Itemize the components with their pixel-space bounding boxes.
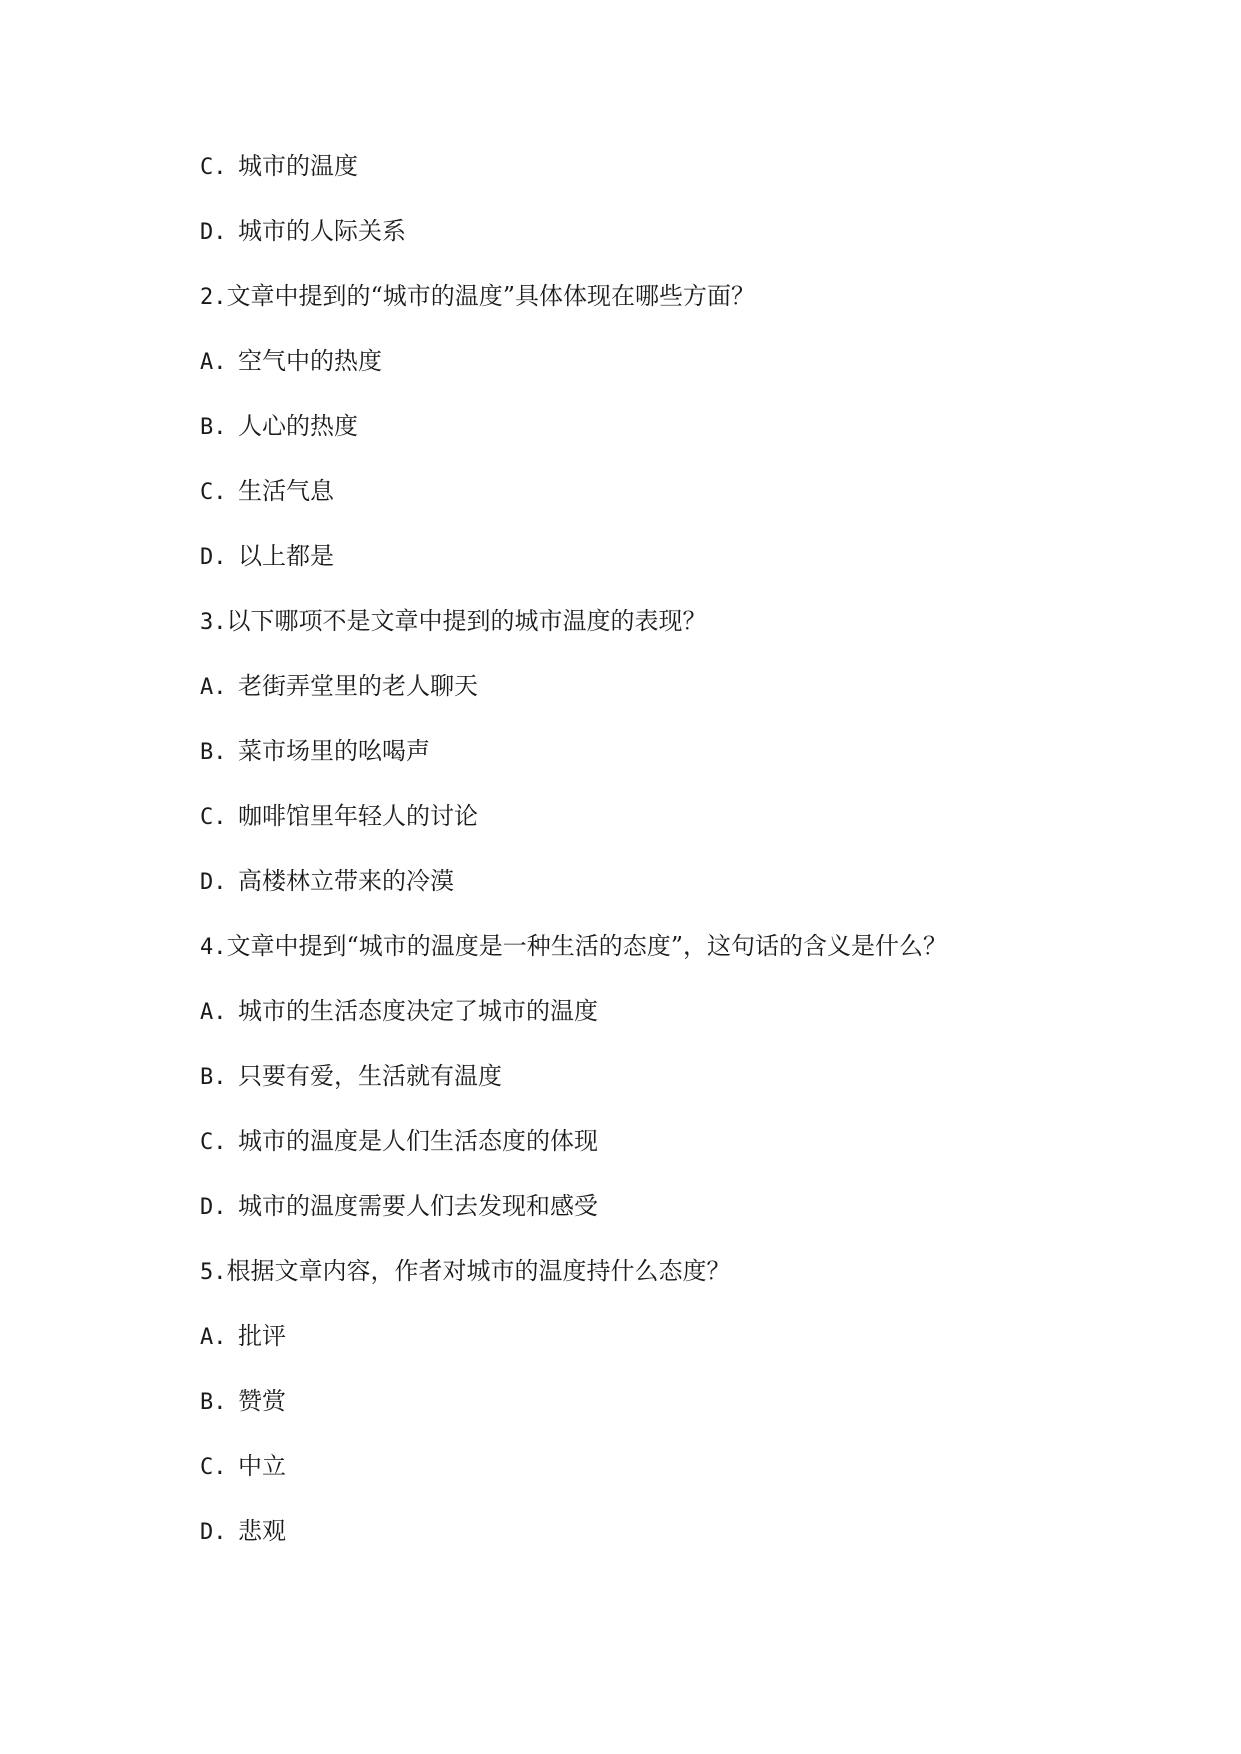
question-text: 根据文章内容，作者对城市的温度持什么态度？ — [226, 1257, 731, 1285]
option-2c — [200, 476, 334, 508]
question-text: 文章中提到的“城市的温度”具体体现在哪些方面？ — [226, 282, 756, 310]
question-3 — [200, 606, 707, 638]
option-5b — [200, 1386, 286, 1418]
option-text: 悲观 — [238, 1517, 286, 1545]
option-letter: C. — [200, 1130, 227, 1155]
question-number: 3. — [200, 610, 227, 635]
option-letter: D. — [200, 870, 227, 895]
option-5a — [200, 1321, 286, 1353]
option-letter: C. — [200, 1455, 227, 1480]
option-letter: D. — [200, 1195, 227, 1220]
option-letter: D. — [200, 545, 227, 570]
option-letter: A. — [200, 675, 227, 700]
option-letter: C. — [200, 805, 227, 830]
option-text: 中立 — [238, 1452, 286, 1480]
option-text: 城市的温度是人们生活态度的体现 — [238, 1127, 598, 1155]
option-4b — [200, 1061, 502, 1093]
option-4a — [200, 996, 598, 1028]
option-text: 空气中的热度 — [238, 347, 382, 375]
question-4 — [200, 931, 947, 963]
question-number: 5. — [200, 1260, 227, 1285]
option-3d — [200, 866, 454, 898]
option-1c — [200, 151, 358, 183]
option-letter: C. — [200, 480, 227, 505]
option-letter: A. — [200, 1325, 227, 1350]
question-2 — [200, 281, 755, 313]
option-text: 咖啡馆里年轻人的讨论 — [238, 802, 478, 830]
question-5 — [200, 1256, 731, 1288]
option-letter: B. — [200, 1065, 227, 1090]
option-text: 城市的人际关系 — [238, 217, 406, 245]
option-text: 只要有爱，生活就有温度 — [238, 1062, 502, 1090]
option-5c — [200, 1451, 286, 1483]
option-4c — [200, 1126, 598, 1158]
question-number: 2. — [200, 285, 227, 310]
option-text: 以上都是 — [238, 542, 334, 570]
option-text: 城市的生活态度决定了城市的温度 — [238, 997, 598, 1025]
option-text: 人心的热度 — [238, 412, 358, 440]
option-3a — [200, 671, 478, 703]
option-3b — [200, 736, 430, 768]
option-text: 城市的温度需要人们去发现和感受 — [238, 1192, 598, 1220]
question-text: 文章中提到“城市的温度是一种生活的态度”，这句话的含义是什么？ — [226, 932, 948, 960]
option-letter: D. — [200, 1520, 227, 1545]
option-letter: D. — [200, 220, 227, 245]
option-text: 生活气息 — [238, 477, 334, 505]
option-letter: A. — [200, 1000, 227, 1025]
option-letter: C. — [200, 155, 227, 180]
option-1d — [200, 216, 406, 248]
option-letter: A. — [200, 350, 227, 375]
option-2b — [200, 411, 358, 443]
option-letter: B. — [200, 740, 227, 765]
question-text: 以下哪项不是文章中提到的城市温度的表现？ — [226, 607, 707, 635]
option-2a — [200, 346, 382, 378]
question-number: 4. — [200, 935, 227, 960]
option-text: 高楼林立带来的冷漠 — [238, 867, 454, 895]
option-2d — [200, 541, 334, 573]
option-letter: B. — [200, 415, 227, 440]
option-text: 菜市场里的吆喝声 — [238, 737, 430, 765]
option-3c — [200, 801, 478, 833]
option-text: 城市的温度 — [238, 152, 358, 180]
option-text: 老街弄堂里的老人聊天 — [238, 672, 478, 700]
option-letter: B. — [200, 1390, 227, 1415]
option-text: 批评 — [238, 1322, 286, 1350]
option-4d — [200, 1191, 598, 1223]
option-text: 赞赏 — [238, 1387, 286, 1415]
option-5d — [200, 1516, 286, 1548]
